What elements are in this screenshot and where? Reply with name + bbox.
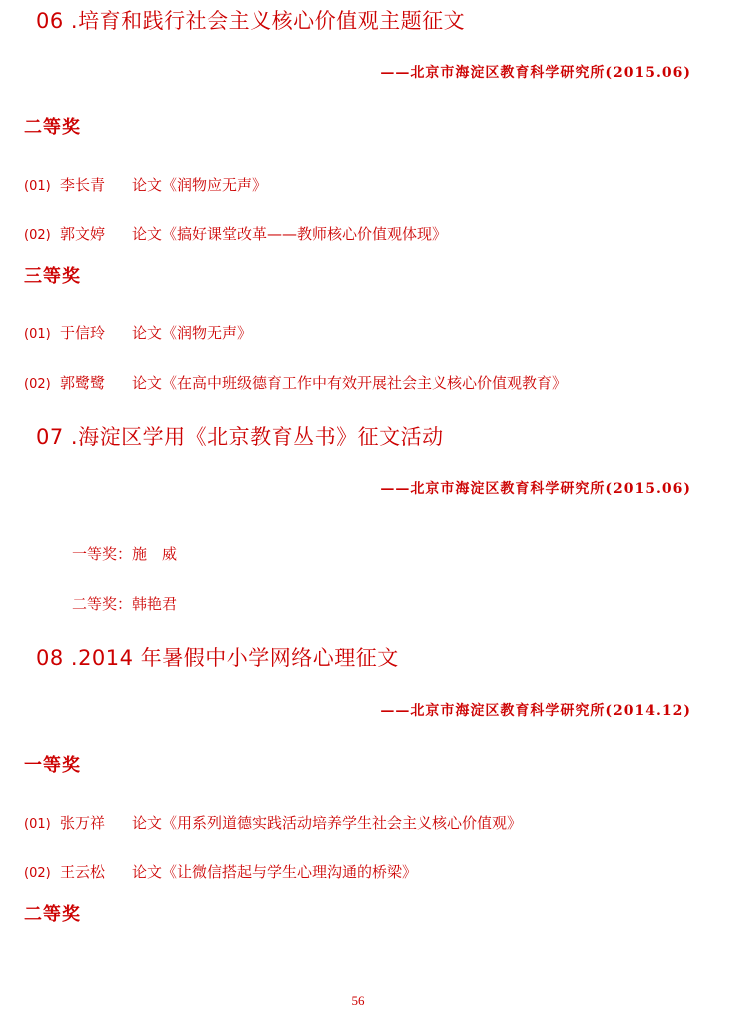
award-level-heading: 二等奖	[24, 117, 81, 138]
award-level-heading: 三等奖	[24, 266, 81, 287]
section-title-06: 06 .培育和践行社会主义核心价值观主题征文	[36, 9, 466, 33]
entry-author: 王云松	[60, 863, 106, 881]
section-source-08: ——北京市海淀区教育科学研究所(2014.12)	[380, 703, 691, 719]
award-level-heading: 一等奖	[24, 755, 81, 776]
entry-number: (01)	[24, 817, 51, 832]
list-item	[24, 813, 522, 835]
award-level-heading: 二等奖	[24, 904, 81, 925]
entry-number: (02)	[24, 866, 51, 881]
entry-work: 论文《搞好课堂改革——教师核心价值观体现》	[132, 225, 448, 243]
section-title-07: 07 .海淀区学用《北京教育丛书》征文活动	[36, 425, 444, 449]
list-item	[24, 373, 567, 395]
entry-author: 郭文婷	[60, 225, 106, 243]
entry-number: (02)	[24, 228, 51, 243]
award-winner-line: 二等奖：韩艳君	[72, 595, 178, 613]
entry-author: 郭鹭鹭	[60, 374, 106, 392]
entry-number: (01)	[24, 327, 51, 342]
list-item	[24, 175, 267, 197]
award-winner-line: 一等奖：施 威	[72, 545, 178, 563]
entry-work: 论文《在高中班级德育工作中有效开展社会主义核心价值观教育》	[132, 374, 568, 392]
entry-work: 论文《润物应无声》	[132, 176, 268, 194]
section-title-08: 08 .2014 年暑假中小学网络心理征文	[36, 646, 399, 670]
entry-work: 论文《用系列道德实践活动培养学生社会主义核心价值观》	[132, 814, 523, 832]
section-source-07: ——北京市海淀区教育科学研究所(2015.06)	[380, 481, 691, 497]
section-source-06: ——北京市海淀区教育科学研究所(2015.06)	[380, 65, 691, 81]
list-item	[24, 323, 252, 345]
entry-author: 李长青	[60, 176, 106, 194]
entry-work: 论文《润物无声》	[132, 324, 253, 342]
entry-author: 于信玲	[60, 324, 106, 342]
entry-work: 论文《让微信搭起与学生心理沟通的桥梁》	[132, 863, 418, 881]
entry-number: (02)	[24, 377, 51, 392]
entry-number: (01)	[24, 179, 51, 194]
page-number: 56	[351, 993, 365, 1008]
list-item	[24, 862, 417, 884]
list-item	[24, 224, 447, 246]
entry-author: 张万祥	[60, 814, 106, 832]
